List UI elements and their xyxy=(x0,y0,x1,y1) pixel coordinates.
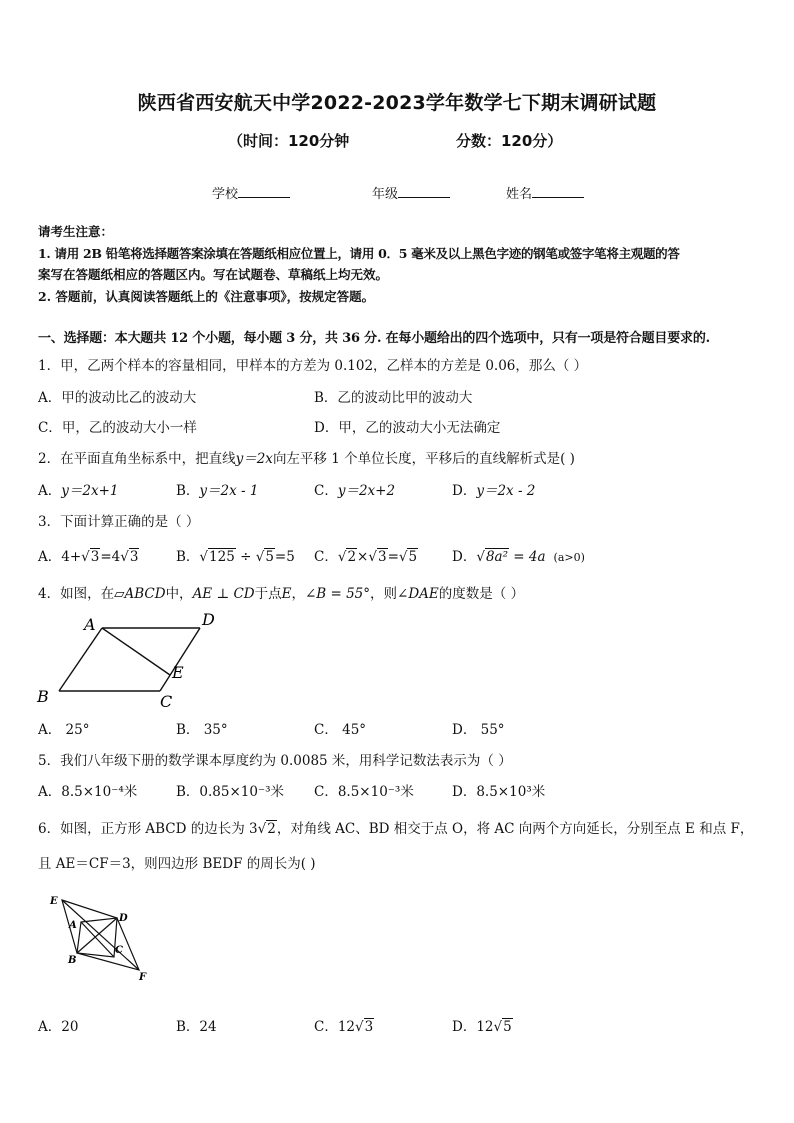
q6-option-c[interactable]: C．12√3 xyxy=(314,1019,374,1035)
q4-option-b[interactable]: B． 35° xyxy=(176,722,228,738)
section-heading: 一、选择题：本大题共 12 个小题，每小题 3 分，共 36 分. 在每小题给出的四个选项中，只有一项是符合题目要求的. xyxy=(38,331,710,346)
q5-option-d[interactable]: D．8.5×10³米 xyxy=(452,784,546,800)
q4-option-c[interactable]: C． 45° xyxy=(314,722,367,738)
q4-stem: 4．如图，在▱ABCD中，AE ⊥ CD于点E，∠B = 55°，则∠DAE的度数是（ ） xyxy=(38,586,525,602)
q2-option-a[interactable]: A．y＝2x+1 xyxy=(38,483,119,499)
exam-score: 分数：120分） xyxy=(456,132,563,150)
q5-option-b[interactable]: B．0.85×10⁻³米 xyxy=(176,784,285,800)
q3-option-c[interactable]: C．√2×√3=√5 xyxy=(314,549,418,565)
q1-option-b[interactable]: B．乙的波动比甲的波动大 xyxy=(314,390,473,406)
note-1: 1. 请用 2B 铅笔将选择题答案涂填在答题纸相应位置上，请用 0．5 毫米及以上黑色字迹的钢笔或签字笔将主观题的答 xyxy=(38,246,680,261)
q1-stem: 1．甲，乙两个样本的容量相同，甲样本的方差为 0.102，乙样本的方差是 0.06，那么（ ） xyxy=(38,358,588,374)
name-label: 姓名 xyxy=(506,187,533,202)
q4-label-c: C xyxy=(160,692,173,710)
q5-stem: 5．我们八年级下册的数学课本厚度约为 0.0085 米，用科学记数法表示为（ ） xyxy=(38,753,512,769)
q6-label-e: E xyxy=(50,896,58,907)
q4-label-e: E xyxy=(172,663,184,682)
school-field[interactable] xyxy=(212,183,290,202)
q1-option-d[interactable]: D．甲，乙的波动大小无法确定 xyxy=(314,420,501,436)
q1-option-a[interactable]: A．甲的波动比乙的波动大 xyxy=(38,390,197,406)
q3-option-b[interactable]: B．√125 ÷ √5=5 xyxy=(176,549,295,565)
name-field[interactable] xyxy=(506,183,584,202)
q3-stem: 3．下面计算正确的是（ ） xyxy=(38,514,200,530)
note-2: 2. 答题前，认真阅读答题纸上的《注意事项》，按规定答题。 xyxy=(38,289,375,304)
q4-parallelogram-figure xyxy=(30,606,230,710)
q6-label-a: A xyxy=(69,920,77,931)
q2-stem: 2．在平面直角坐标系中，把直线y＝2x向左平移 1 个单位长度，平移后的直线解析式是( ) xyxy=(38,451,575,467)
q6-option-b[interactable]: B．24 xyxy=(176,1019,217,1035)
q6-stem-2: 且 AE＝CF＝3，则四边形 BEDF 的周长为( ) xyxy=(38,856,316,872)
q4-option-a[interactable]: A． 25° xyxy=(38,722,90,738)
q6-stem: 6．如图，正方形 ABCD 的边长为 3√2，对角线 AC、BD 相交于点 O，将 AC 向两个方向延长，分别至点 E 和点 F， xyxy=(38,821,754,837)
q4-label-d: D xyxy=(202,610,215,629)
q3-option-d[interactable]: D．√8a² = 4a (a>0) xyxy=(452,549,585,565)
q4-label-a: A xyxy=(84,615,96,634)
q1-option-c[interactable]: C．甲，乙的波动大小一样 xyxy=(38,420,197,436)
q6-option-a[interactable]: A．20 xyxy=(38,1019,79,1035)
grade-field[interactable] xyxy=(372,183,450,202)
q3-option-a[interactable]: A．4+√3=4√3 xyxy=(38,549,139,565)
q5-option-a[interactable]: A．8.5×10⁻⁴米 xyxy=(38,784,138,800)
q6-label-b: B xyxy=(68,955,77,966)
note-1-cont: 案写在答题纸相应的答题区内。写在试题卷、草稿纸上均无效。 xyxy=(38,267,389,282)
q6-square-figure xyxy=(44,890,154,985)
q2-option-d[interactable]: D．y＝2x - 2 xyxy=(452,483,536,499)
school-label: 学校 xyxy=(212,187,239,202)
exam-time: （时间：120分钟 xyxy=(228,132,350,150)
q6-option-d[interactable]: D．12√5 xyxy=(452,1019,512,1035)
q6-label-f: F xyxy=(139,972,147,983)
q2-option-c[interactable]: C．y＝2x+2 xyxy=(314,483,396,499)
q5-option-c[interactable]: C．8.5×10⁻³米 xyxy=(314,784,414,800)
q6-label-c: C xyxy=(115,945,123,956)
grade-label: 年级 xyxy=(372,187,399,202)
q6-label-d: D xyxy=(119,913,128,924)
notes-heading: 请考生注意： xyxy=(38,224,114,239)
q2-option-b[interactable]: B．y＝2x - 1 xyxy=(176,483,259,499)
page-title: 陕西省西安航天中学2022-2023学年数学七下期末调研试题 xyxy=(137,92,657,114)
q4-label-b: B xyxy=(37,687,49,706)
q4-option-d[interactable]: D． 55° xyxy=(452,722,505,738)
